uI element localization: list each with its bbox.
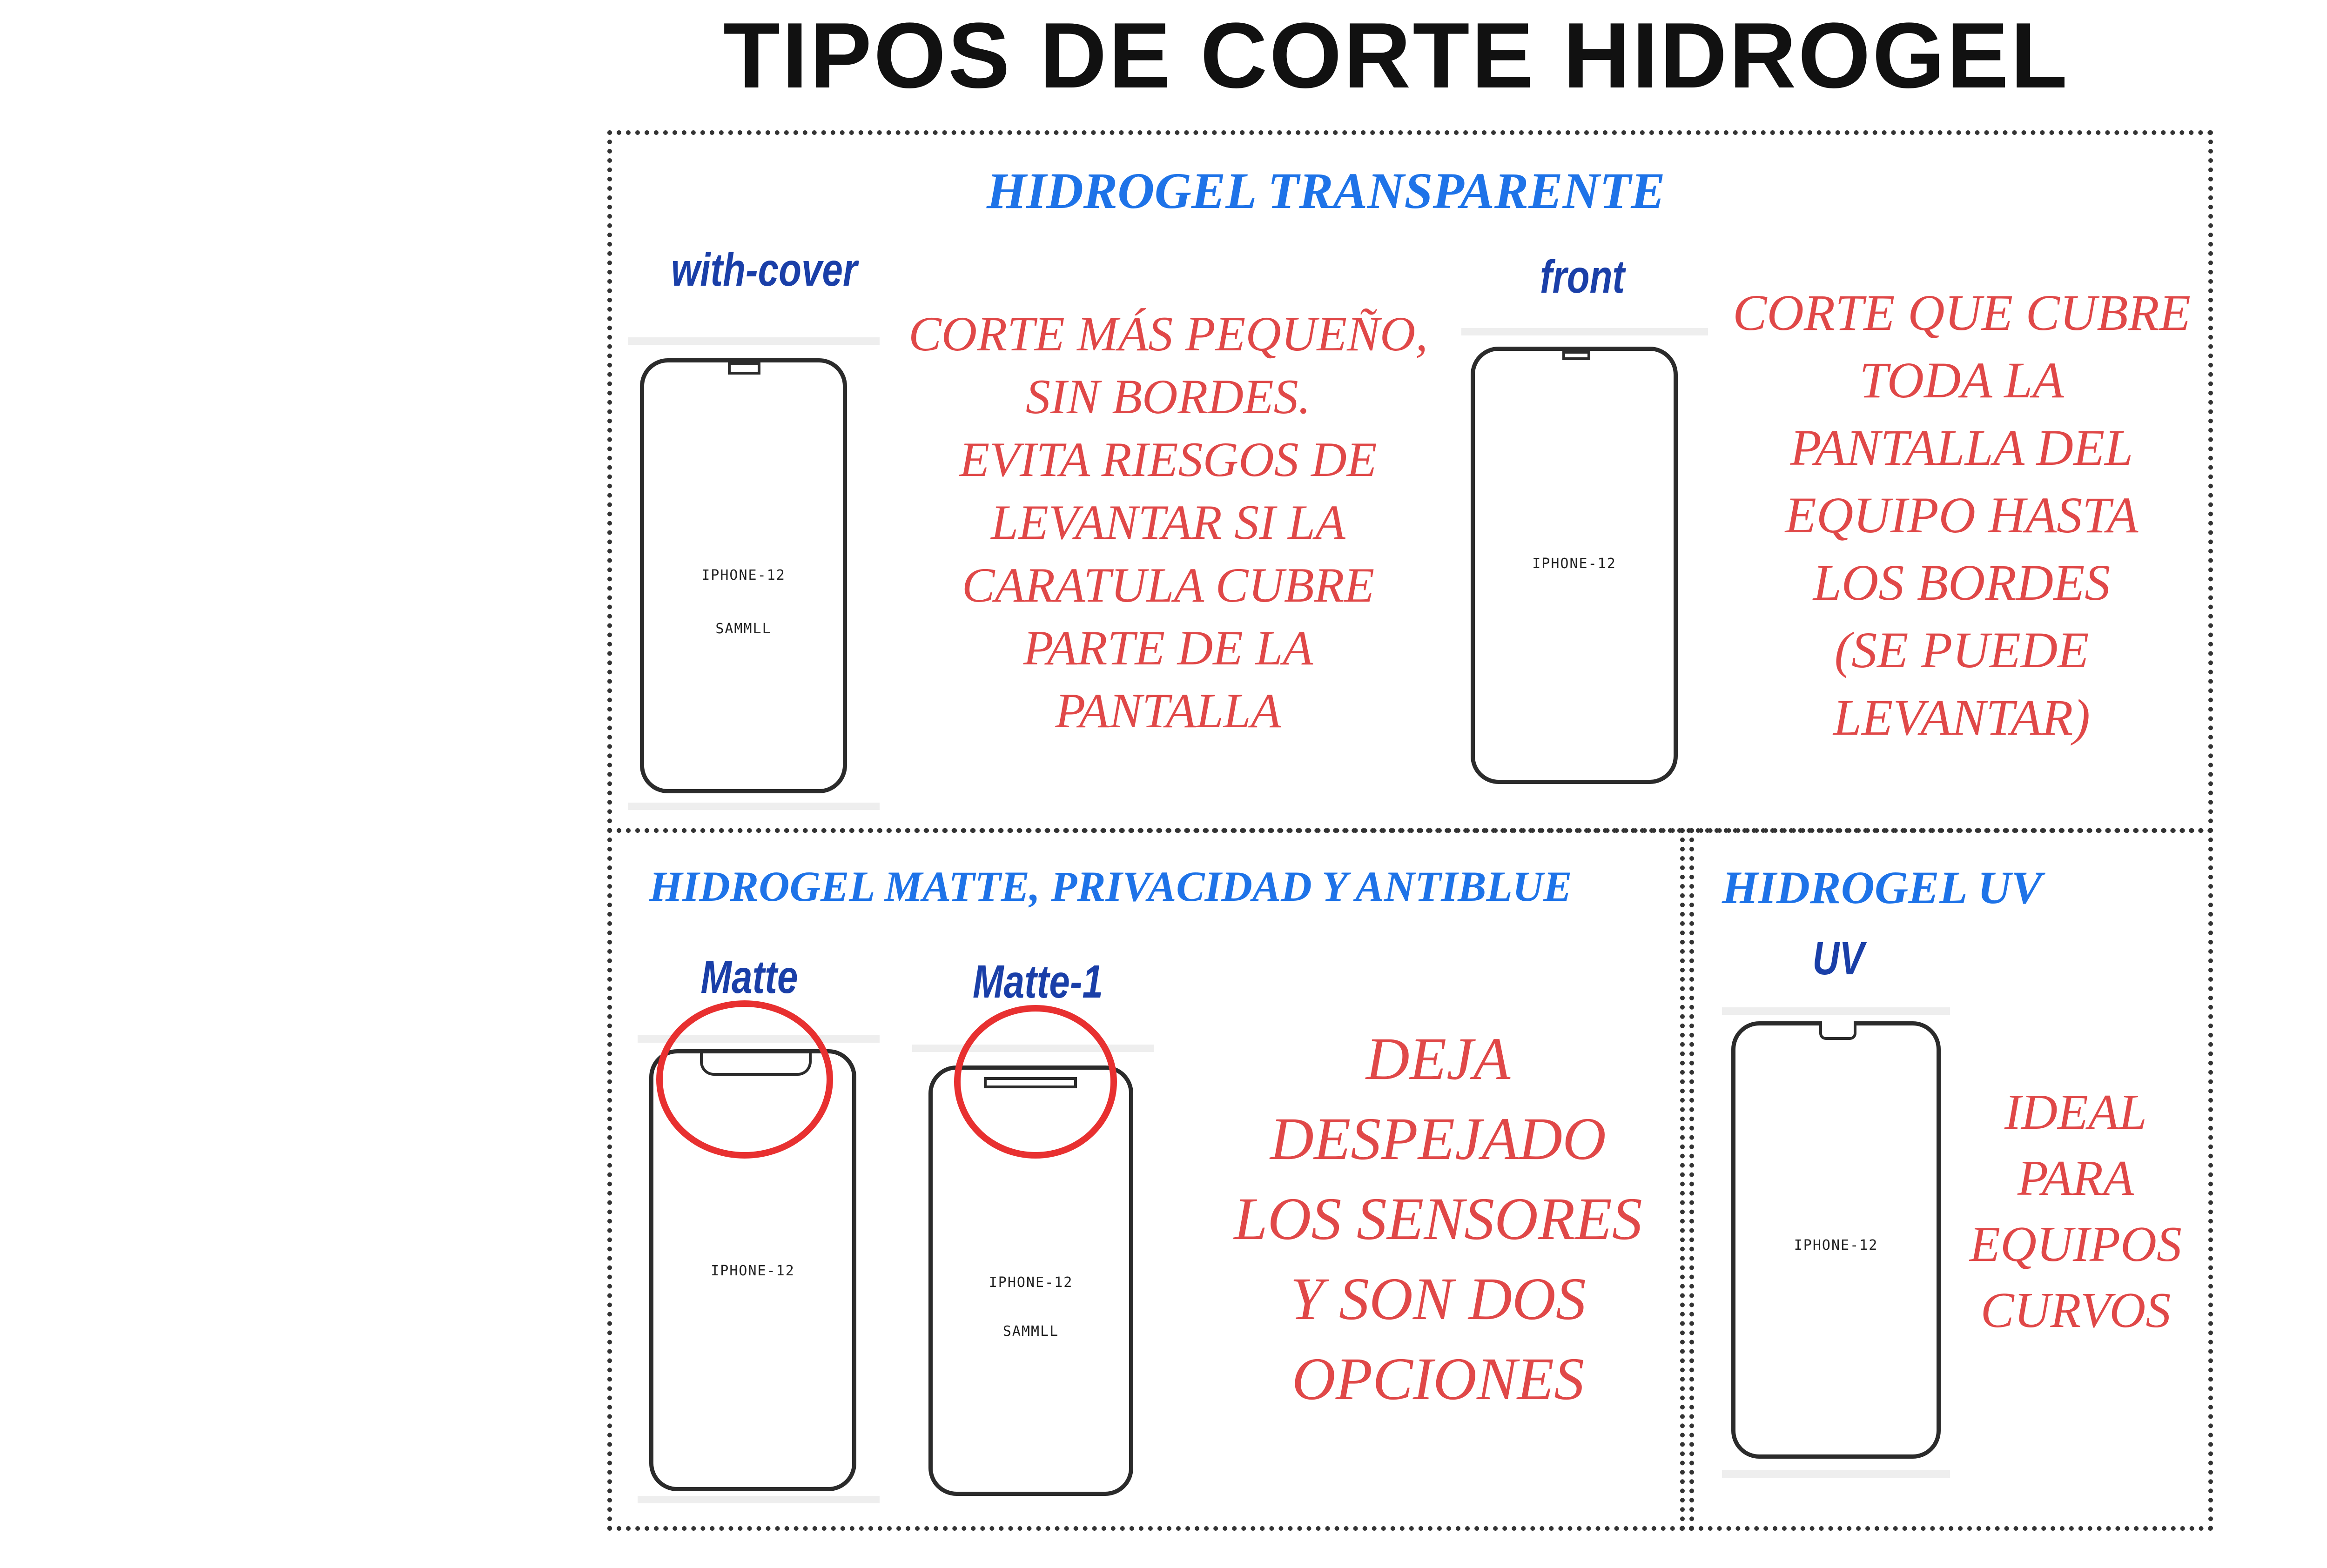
section-title-matte: HIDROGEL MATTE, PRIVACIDAD Y ANTIBLUE [649, 863, 1572, 910]
phone-shadow [1722, 1007, 1950, 1015]
phone-shadow [638, 1496, 880, 1503]
label-matte: Matte [700, 951, 798, 1003]
phone-shadow [628, 337, 880, 345]
description-uv: IDEAL PARA EQUIPOS CURVOS [1970, 1085, 2182, 1338]
description-with-cover: CORTE MÁS PEQUEÑO, SIN BORDES. EVITA RIESGOS DE LEVANTAR SI LA CARATULA CUBRE PARTE DE LA PANTALLA [908, 307, 1428, 738]
page-title: TIPOS DE CORTE HIDROGEL [723, 4, 2070, 107]
phone-model-text: IPHONE-12 [701, 567, 786, 583]
sensor-notch [1562, 351, 1590, 360]
section-title-transparente: HIDROGEL TRANSPARENTE [987, 162, 1665, 219]
phone-model-text: IPHONE-12 [711, 1263, 795, 1279]
phone-model-text: SAMMLL [1002, 1323, 1059, 1340]
phone-model-text: IPHONE-12 [1794, 1237, 1878, 1253]
phone-outline-uv [1731, 1021, 1941, 1459]
phone-shadow [1722, 1470, 1950, 1478]
sensor-notch [728, 362, 760, 375]
phone-shadow [1461, 328, 1708, 335]
phone-model-text: IPHONE-12 [989, 1274, 1073, 1291]
phone-model-text: SAMMLL [715, 621, 772, 637]
sensor-highlight-circle [954, 1005, 1117, 1159]
phone-shadow [628, 803, 880, 810]
label-front: front [1540, 251, 1625, 303]
sensor-highlight-circle [656, 1000, 833, 1159]
label-uv: UV [1812, 932, 1864, 985]
description-matte: DEJA DESPEJADO LOS SENSORES Y SON DOS OPCIONES [1234, 1025, 1642, 1413]
label-with-cover: with-cover [671, 244, 858, 296]
sensor-notch [1819, 1021, 1856, 1040]
section-title-uv: HIDROGEL UV [1722, 862, 2043, 913]
description-front: CORTE QUE CUBRE TODA LA PANTALLA DEL EQUIPO HASTA LOS BORDES (SE PUEDE LEVANTAR) [1733, 284, 2191, 746]
phone-model-text: IPHONE-12 [1532, 556, 1616, 572]
phone-outline-front [1471, 347, 1678, 784]
label-matte-1: Matte-1 [972, 956, 1103, 1008]
phone-outline-with-cover [640, 358, 847, 793]
